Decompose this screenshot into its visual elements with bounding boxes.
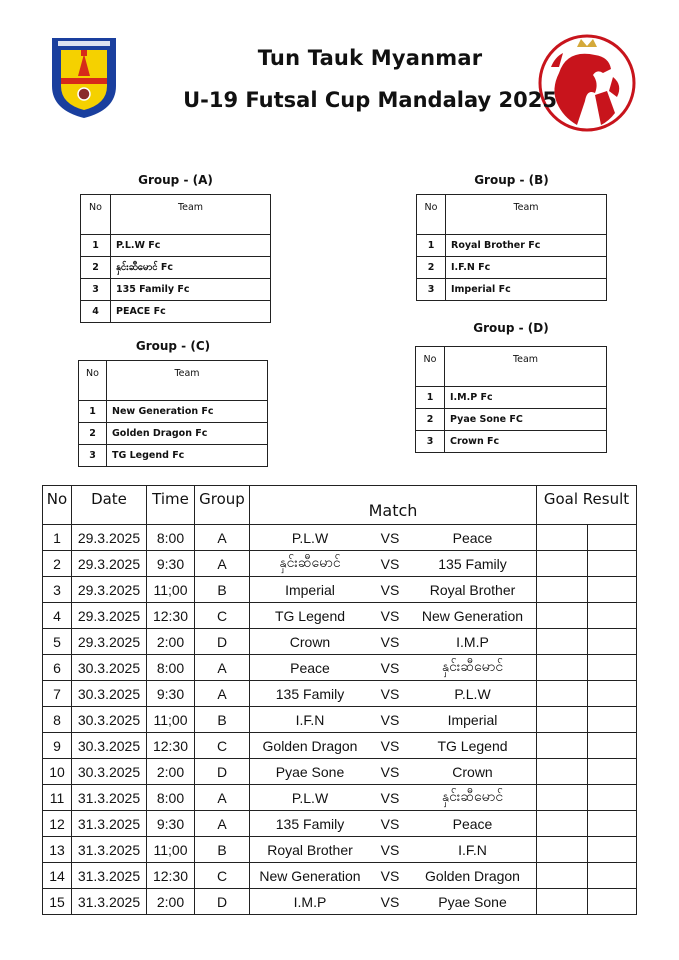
group-b-table	[416, 194, 607, 301]
match-time: 11;00	[147, 707, 195, 733]
match-date: 29.3.2025	[72, 525, 147, 551]
match-no: 15	[43, 889, 72, 915]
col-team-header: Team	[446, 195, 607, 235]
team-row	[417, 279, 607, 301]
away-goal-cell[interactable]	[588, 707, 637, 733]
match-group: D	[195, 889, 250, 915]
away-team: Crown	[452, 763, 493, 780]
match-time: 12:30	[147, 733, 195, 759]
team-row	[79, 423, 268, 445]
vs-label: VS	[380, 763, 400, 780]
team-name: Royal Brother Fc	[446, 235, 607, 257]
schedule-table	[42, 485, 637, 915]
vs-label: VS	[380, 737, 400, 754]
away-team: Peace	[452, 529, 493, 546]
vs-label: VS	[380, 711, 400, 728]
match-cell	[250, 525, 537, 551]
match-no: 1	[43, 525, 72, 551]
match-row	[43, 681, 637, 707]
team-name: 135 Family Fc	[111, 279, 271, 301]
home-goal-cell[interactable]	[537, 863, 588, 889]
match-time: 2:00	[147, 629, 195, 655]
home-goal-cell[interactable]	[537, 837, 588, 863]
match-group: A	[195, 525, 250, 551]
away-goal-cell[interactable]	[588, 863, 637, 889]
match-no: 14	[43, 863, 72, 889]
team-name: Imperial Fc	[446, 279, 607, 301]
team-name: Golden Dragon Fc	[107, 423, 268, 445]
table-header-row	[81, 195, 271, 235]
match-group: A	[195, 811, 250, 837]
vs-label: VS	[380, 633, 400, 650]
col-no-header: No	[79, 361, 107, 401]
home-team: Crown	[289, 633, 331, 650]
group-d-table	[415, 346, 607, 453]
home-team: P.L.W	[291, 529, 329, 546]
match-row	[43, 707, 637, 733]
home-team: P.L.W	[291, 789, 329, 806]
team-row	[417, 257, 607, 279]
away-goal-cell[interactable]	[588, 785, 637, 811]
match-cell	[250, 655, 537, 681]
vs-label: VS	[380, 685, 400, 702]
match-no: 10	[43, 759, 72, 785]
match-group: A	[195, 655, 250, 681]
match-row	[43, 525, 637, 551]
vs-label: VS	[380, 893, 400, 910]
away-team: I.F.N	[458, 841, 487, 858]
away-goal-cell[interactable]	[588, 655, 637, 681]
match-row	[43, 811, 637, 837]
match-time: 8:00	[147, 655, 195, 681]
match-cell	[250, 577, 537, 603]
match-row	[43, 629, 637, 655]
team-no: 3	[416, 431, 445, 453]
match-time: 2:00	[147, 889, 195, 915]
match-time: 2:00	[147, 759, 195, 785]
away-team: Pyae Sone	[438, 893, 507, 910]
match-date: 30.3.2025	[72, 707, 147, 733]
home-team: I.M.P	[293, 893, 327, 910]
match-no: 5	[43, 629, 72, 655]
group-c-table	[78, 360, 268, 467]
away-goal-cell[interactable]	[588, 681, 637, 707]
match-no: 12	[43, 811, 72, 837]
away-goal-cell[interactable]	[588, 759, 637, 785]
home-team: Royal Brother	[267, 841, 353, 858]
away-team: Imperial	[447, 711, 498, 728]
team-name: PEACE Fc	[111, 301, 271, 323]
match-group: C	[195, 863, 250, 889]
match-no: 6	[43, 655, 72, 681]
away-goal-cell[interactable]	[588, 811, 637, 837]
team-name: I.M.P Fc	[445, 387, 607, 409]
table-header-row	[416, 347, 607, 387]
home-team: နှင်းဆီမောင်	[279, 554, 341, 570]
match-date: 31.3.2025	[72, 811, 147, 837]
match-row	[43, 863, 637, 889]
match-no: 3	[43, 577, 72, 603]
home-goal-cell[interactable]	[537, 603, 588, 629]
home-team: New Generation	[259, 867, 361, 884]
team-no: 1	[417, 235, 446, 257]
col-team-header: Team	[111, 195, 271, 235]
team-no: 3	[417, 279, 446, 301]
team-name: TG Legend Fc	[107, 445, 268, 467]
match-time: 12:30	[147, 603, 195, 629]
col-no-header: No	[417, 195, 446, 235]
match-no: 8	[43, 707, 72, 733]
match-group: D	[195, 759, 250, 785]
vs-label: VS	[380, 529, 400, 546]
vs-label: VS	[380, 659, 400, 676]
col-team-header: Team	[445, 347, 607, 387]
match-cell	[250, 759, 537, 785]
match-cell	[250, 603, 537, 629]
away-team: P.L.W	[454, 685, 491, 702]
match-group: A	[195, 681, 250, 707]
vs-label: VS	[380, 815, 400, 832]
school-crest-logo	[50, 36, 118, 120]
match-date: 31.3.2025	[72, 863, 147, 889]
match-group: B	[195, 707, 250, 733]
match-group: A	[195, 551, 250, 577]
match-row	[43, 837, 637, 863]
team-name: New Generation Fc	[107, 401, 268, 423]
page-subtitle: U-19 Futsal Cup Mandalay 2025	[183, 88, 557, 112]
match-time: 8:00	[147, 525, 195, 551]
match-row	[43, 889, 637, 915]
team-no: 2	[417, 257, 446, 279]
home-team: Imperial	[285, 581, 335, 598]
away-goal-cell[interactable]	[588, 837, 637, 863]
team-row	[81, 257, 271, 279]
team-name: P.L.W Fc	[111, 235, 271, 257]
team-no: 4	[81, 301, 111, 323]
match-row	[43, 603, 637, 629]
schedule-header-row	[43, 486, 637, 525]
team-row	[416, 431, 607, 453]
match-no: 11	[43, 785, 72, 811]
vs-label: VS	[380, 841, 400, 858]
match-date: 30.3.2025	[72, 681, 147, 707]
match-row	[43, 759, 637, 785]
vs-label: VS	[380, 789, 400, 806]
match-group: D	[195, 629, 250, 655]
home-goal-cell[interactable]	[537, 681, 588, 707]
match-row	[43, 733, 637, 759]
away-goal-cell[interactable]	[588, 525, 637, 551]
match-date: 30.3.2025	[72, 733, 147, 759]
match-date: 30.3.2025	[72, 759, 147, 785]
group-a-table	[80, 194, 271, 323]
match-group: A	[195, 785, 250, 811]
col-team-header: Team	[107, 361, 268, 401]
match-no: 2	[43, 551, 72, 577]
match-cell	[250, 551, 537, 577]
team-no: 3	[81, 279, 111, 301]
match-date: 31.3.2025	[72, 785, 147, 811]
match-time: 11;00	[147, 837, 195, 863]
group-a-title: Group - (A)	[138, 173, 213, 187]
away-team: TG Legend	[437, 737, 508, 754]
match-no: 7	[43, 681, 72, 707]
home-goal-cell[interactable]	[537, 889, 588, 915]
match-cell	[250, 785, 537, 811]
team-name: နှင်းဆီမောင် Fc	[111, 257, 271, 279]
team-row	[81, 235, 271, 257]
match-date: 29.3.2025	[72, 629, 147, 655]
home-team: 135 Family	[275, 685, 345, 702]
match-no: 13	[43, 837, 72, 863]
match-time: 9:30	[147, 681, 195, 707]
home-team: Pyae Sone	[275, 763, 345, 780]
team-no: 3	[79, 445, 107, 467]
away-team: နှင်းဆီမောင်	[441, 788, 504, 804]
col-result-header: Goal Result	[537, 486, 637, 525]
home-team: I.F.N	[295, 711, 325, 728]
team-row	[79, 445, 268, 467]
match-date: 29.3.2025	[72, 603, 147, 629]
team-name: Pyae Sone FC	[445, 409, 607, 431]
match-time: 8:00	[147, 785, 195, 811]
away-goal-cell[interactable]	[588, 551, 637, 577]
group-b-title: Group - (B)	[474, 173, 549, 187]
away-goal-cell[interactable]	[588, 603, 637, 629]
team-name: Crown Fc	[445, 431, 607, 453]
table-header-row	[79, 361, 268, 401]
match-group: C	[195, 603, 250, 629]
table-header-row	[417, 195, 607, 235]
team-no: 2	[416, 409, 445, 431]
away-team: Royal Brother	[429, 581, 516, 598]
team-name: I.F.N Fc	[446, 257, 607, 279]
team-row	[416, 387, 607, 409]
match-row	[43, 655, 637, 681]
home-goal-cell[interactable]	[537, 655, 588, 681]
team-no: 2	[79, 423, 107, 445]
home-goal-cell[interactable]	[537, 733, 588, 759]
col-group-header: Group	[195, 486, 250, 525]
team-row	[79, 401, 268, 423]
match-group: B	[195, 837, 250, 863]
col-time-header: Time	[147, 486, 195, 525]
home-team: 135 Family	[275, 815, 345, 832]
match-row	[43, 785, 637, 811]
match-cell	[250, 681, 537, 707]
match-cell	[250, 837, 537, 863]
match-cell	[250, 707, 537, 733]
match-row	[43, 551, 637, 577]
team-row	[81, 279, 271, 301]
match-time: 9:30	[147, 811, 195, 837]
match-cell	[250, 811, 537, 837]
match-no: 4	[43, 603, 72, 629]
team-no: 1	[79, 401, 107, 423]
away-goal-cell[interactable]	[588, 889, 637, 915]
match-date: 31.3.2025	[72, 889, 147, 915]
team-no: 2	[81, 257, 111, 279]
home-team: Peace	[290, 659, 330, 676]
match-date: 30.3.2025	[72, 655, 147, 681]
away-team: 135 Family	[438, 555, 507, 572]
match-time: 12:30	[147, 863, 195, 889]
match-cell	[250, 733, 537, 759]
match-no: 9	[43, 733, 72, 759]
match-group: C	[195, 733, 250, 759]
home-goal-cell[interactable]	[537, 785, 588, 811]
col-date-header: Date	[72, 486, 147, 525]
home-team: Golden Dragon	[262, 737, 358, 754]
team-no: 1	[81, 235, 111, 257]
home-goal-cell[interactable]	[537, 551, 588, 577]
match-group: B	[195, 577, 250, 603]
home-team: TG Legend	[274, 607, 346, 624]
match-date: 31.3.2025	[72, 837, 147, 863]
page-title: Tun Tauk Myanmar	[257, 46, 483, 70]
away-team: နှင်းဆီမောင်	[441, 658, 504, 674]
away-goal-cell[interactable]	[588, 733, 637, 759]
team-row	[416, 409, 607, 431]
match-time: 9:30	[147, 551, 195, 577]
home-goal-cell[interactable]	[537, 759, 588, 785]
col-match-header: Match	[250, 486, 537, 525]
home-goal-cell[interactable]	[537, 707, 588, 733]
match-time: 11;00	[147, 577, 195, 603]
away-team: Golden Dragon	[425, 867, 520, 884]
home-goal-cell[interactable]	[537, 811, 588, 837]
vs-label: VS	[380, 555, 400, 572]
away-team: New Generation	[421, 607, 524, 624]
away-team: I.M.P	[456, 633, 489, 650]
col-no-header: No	[416, 347, 445, 387]
team-row	[81, 301, 271, 323]
home-goal-cell[interactable]	[537, 629, 588, 655]
home-goal-cell[interactable]	[537, 525, 588, 551]
match-cell	[250, 629, 537, 655]
home-goal-cell[interactable]	[537, 577, 588, 603]
team-no: 1	[416, 387, 445, 409]
vs-label: VS	[380, 581, 400, 598]
away-goal-cell[interactable]	[588, 577, 637, 603]
group-d-title: Group - (D)	[473, 321, 549, 335]
match-date: 29.3.2025	[72, 577, 147, 603]
vs-label: VS	[380, 867, 400, 884]
match-cell	[250, 889, 537, 915]
col-no-header: No	[43, 486, 72, 525]
col-no-header: No	[81, 195, 111, 235]
team-row	[417, 235, 607, 257]
vs-label: VS	[380, 607, 400, 624]
match-row	[43, 577, 637, 603]
away-goal-cell[interactable]	[588, 629, 637, 655]
group-c-title: Group - (C)	[135, 339, 211, 353]
match-cell	[250, 863, 537, 889]
away-team: Peace	[452, 815, 493, 832]
match-date: 29.3.2025	[72, 551, 147, 577]
